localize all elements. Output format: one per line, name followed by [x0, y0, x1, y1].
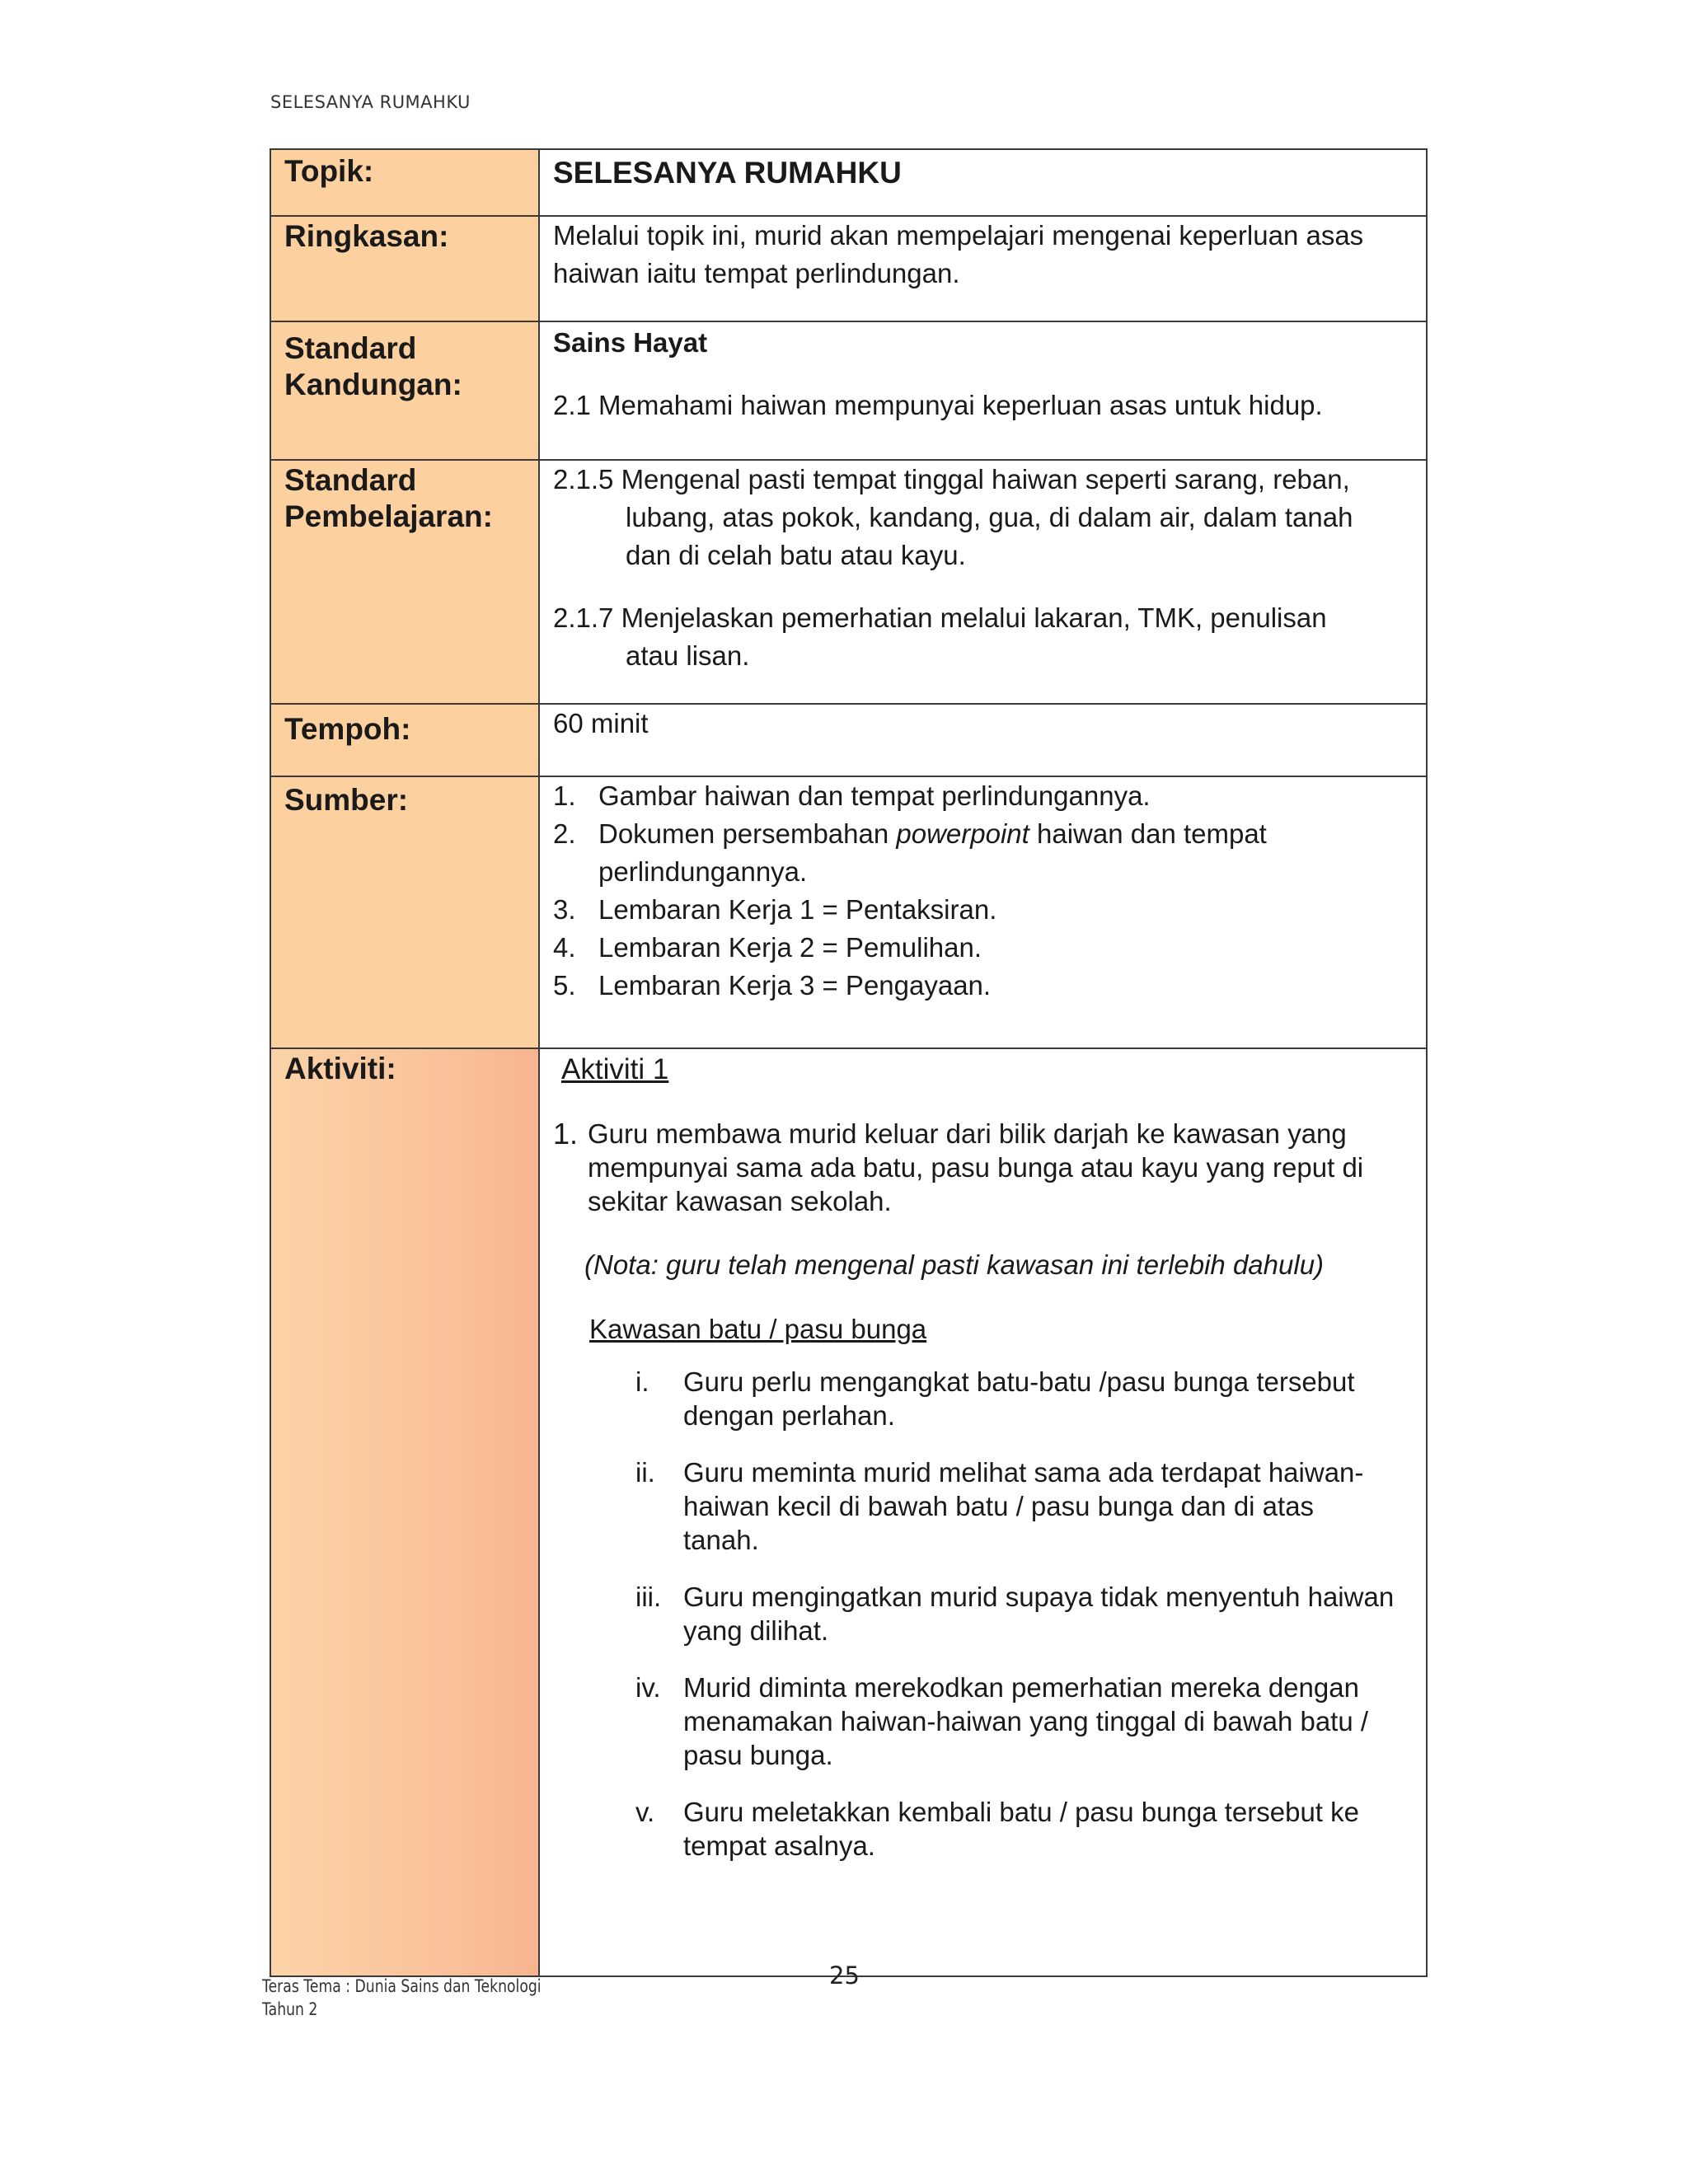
list-item: 5. Lembaran Kerja 3 = Pengayaan. — [553, 970, 992, 1001]
value-tempoh: 60 minit — [539, 704, 1427, 776]
lesson-plan-table — [270, 148, 1428, 1977]
label-aktiviti: Aktiviti: — [270, 1048, 539, 1976]
ringkasan-line2: haiwan iaitu tempat perlindungan. — [553, 258, 960, 288]
list-item: 3. Lembaran Kerja 1 = Pentaksiran. — [553, 894, 997, 925]
label-ringkasan: Ringkasan: — [270, 216, 539, 321]
sp-item2-line2: atau lisan. — [626, 640, 750, 671]
row-sumber — [270, 776, 1427, 1048]
list-item: iv. Murid diminta merekodkan pemerhatian mereka dengan menamakan haiwan-haiwan yang tinggal di bawah batu / pasu bunga. — [635, 1672, 1369, 1770]
sp-item1-line3: dan di celah batu atau kayu. — [626, 540, 966, 570]
running-header: SELESANYA RUMAHKU — [270, 92, 471, 112]
sk-standard: 2.1 Memahami haiwan mempunyai keperluan asas untuk hidup. — [553, 390, 1323, 420]
label-tempoh: Tempoh: — [270, 704, 539, 776]
row-standard-pembelajaran — [270, 460, 1427, 704]
aktiviti-step-1: 1. Guru membawa murid keluar dari bilik darjah ke kawasan yang mempunyai sama ada batu, pasu bunga atau kayu yang reput di sekitar kawasan sekolah. — [553, 1117, 1364, 1216]
list-item: ii. Guru meminta murid melihat sama ada terdapat haiwan- haiwan kecil di bawah batu / pasu bunga dan di atas tanah. — [635, 1457, 1364, 1555]
sp-item1-first: 2.1.5 Mengenal pasti tempat tinggal haiwan seperti sarang, reban, — [553, 464, 1350, 494]
sk-label-line2: Kandungan: — [284, 368, 462, 401]
footer-info — [262, 1975, 542, 2021]
ringkasan-line1: Melalui topik ini, murid akan mempelajari mengenai keperluan asas — [553, 220, 1364, 251]
label-standard-pembelajaran — [270, 460, 539, 704]
sp-item2-first: 2.1.7 Menjelaskan pemerhatian melalui lakaran, TMK, penulisan — [553, 602, 1327, 633]
sp-item-215 — [553, 461, 1413, 574]
list-item: 4. Lembaran Kerja 2 = Pemulihan. — [553, 932, 982, 963]
label-sumber: Sumber: — [270, 776, 539, 1048]
sp-label-line2: Pembelajaran: — [284, 499, 493, 533]
page-number: 25 — [829, 1961, 860, 1990]
aktiviti-subheading: Kawasan batu / pasu bunga — [589, 1314, 927, 1344]
list-item: 2. Dokumen persembahan powerpoint haiwan dan tempat perlindungannya. — [553, 818, 1267, 887]
footer-line2: Tahun 2 — [262, 1999, 318, 2019]
aktiviti-title: Aktiviti 1 — [561, 1053, 669, 1085]
row-topik — [270, 149, 1427, 216]
row-ringkasan — [270, 216, 1427, 321]
sp-item-217 — [553, 599, 1413, 675]
row-standard-kandungan — [270, 321, 1427, 460]
label-standard-kandungan — [270, 321, 539, 460]
list-item: 1. Gambar haiwan dan tempat perlindungannya. — [553, 780, 1151, 811]
row-tempoh — [270, 704, 1427, 776]
value-sumber — [539, 776, 1427, 1048]
value-aktiviti — [539, 1048, 1427, 1976]
value-standard-pembelajaran — [539, 460, 1427, 704]
sp-item1-line2: lubang, atas pokok, kandang, gua, di dalam air, dalam tanah — [626, 502, 1353, 532]
sumber-list — [553, 777, 1413, 1005]
sp-label-line1: Standard — [284, 463, 417, 497]
footer-line1: Teras Tema : Dunia Sains dan Teknologi — [262, 1976, 542, 1996]
sk-subtitle: Sains Hayat — [553, 327, 708, 358]
value-ringkasan — [539, 216, 1427, 321]
sk-label-line1: Standard — [284, 331, 417, 365]
list-item: i. Guru perlu mengangkat batu-batu /pasu bunga tersebut dengan perlahan. — [635, 1366, 1355, 1431]
aktiviti-note: (Nota: guru telah mengenal pasti kawasan ini terlebih dahulu) — [584, 1249, 1325, 1280]
list-item: v. Guru meletakkan kembali batu / pasu bunga tersebut ke tempat asalnya. — [635, 1797, 1359, 1861]
row-aktiviti — [270, 1048, 1427, 1976]
list-item: iii. Guru mengingatkan murid supaya tidak menyentuh haiwan yang dilihat. — [635, 1582, 1395, 1646]
value-topik: SELESANYA RUMAHKU — [539, 149, 1427, 216]
value-standard-kandungan — [539, 321, 1427, 460]
label-topik: Topik: — [270, 149, 539, 216]
aktiviti-roman-list — [553, 1365, 1413, 1863]
